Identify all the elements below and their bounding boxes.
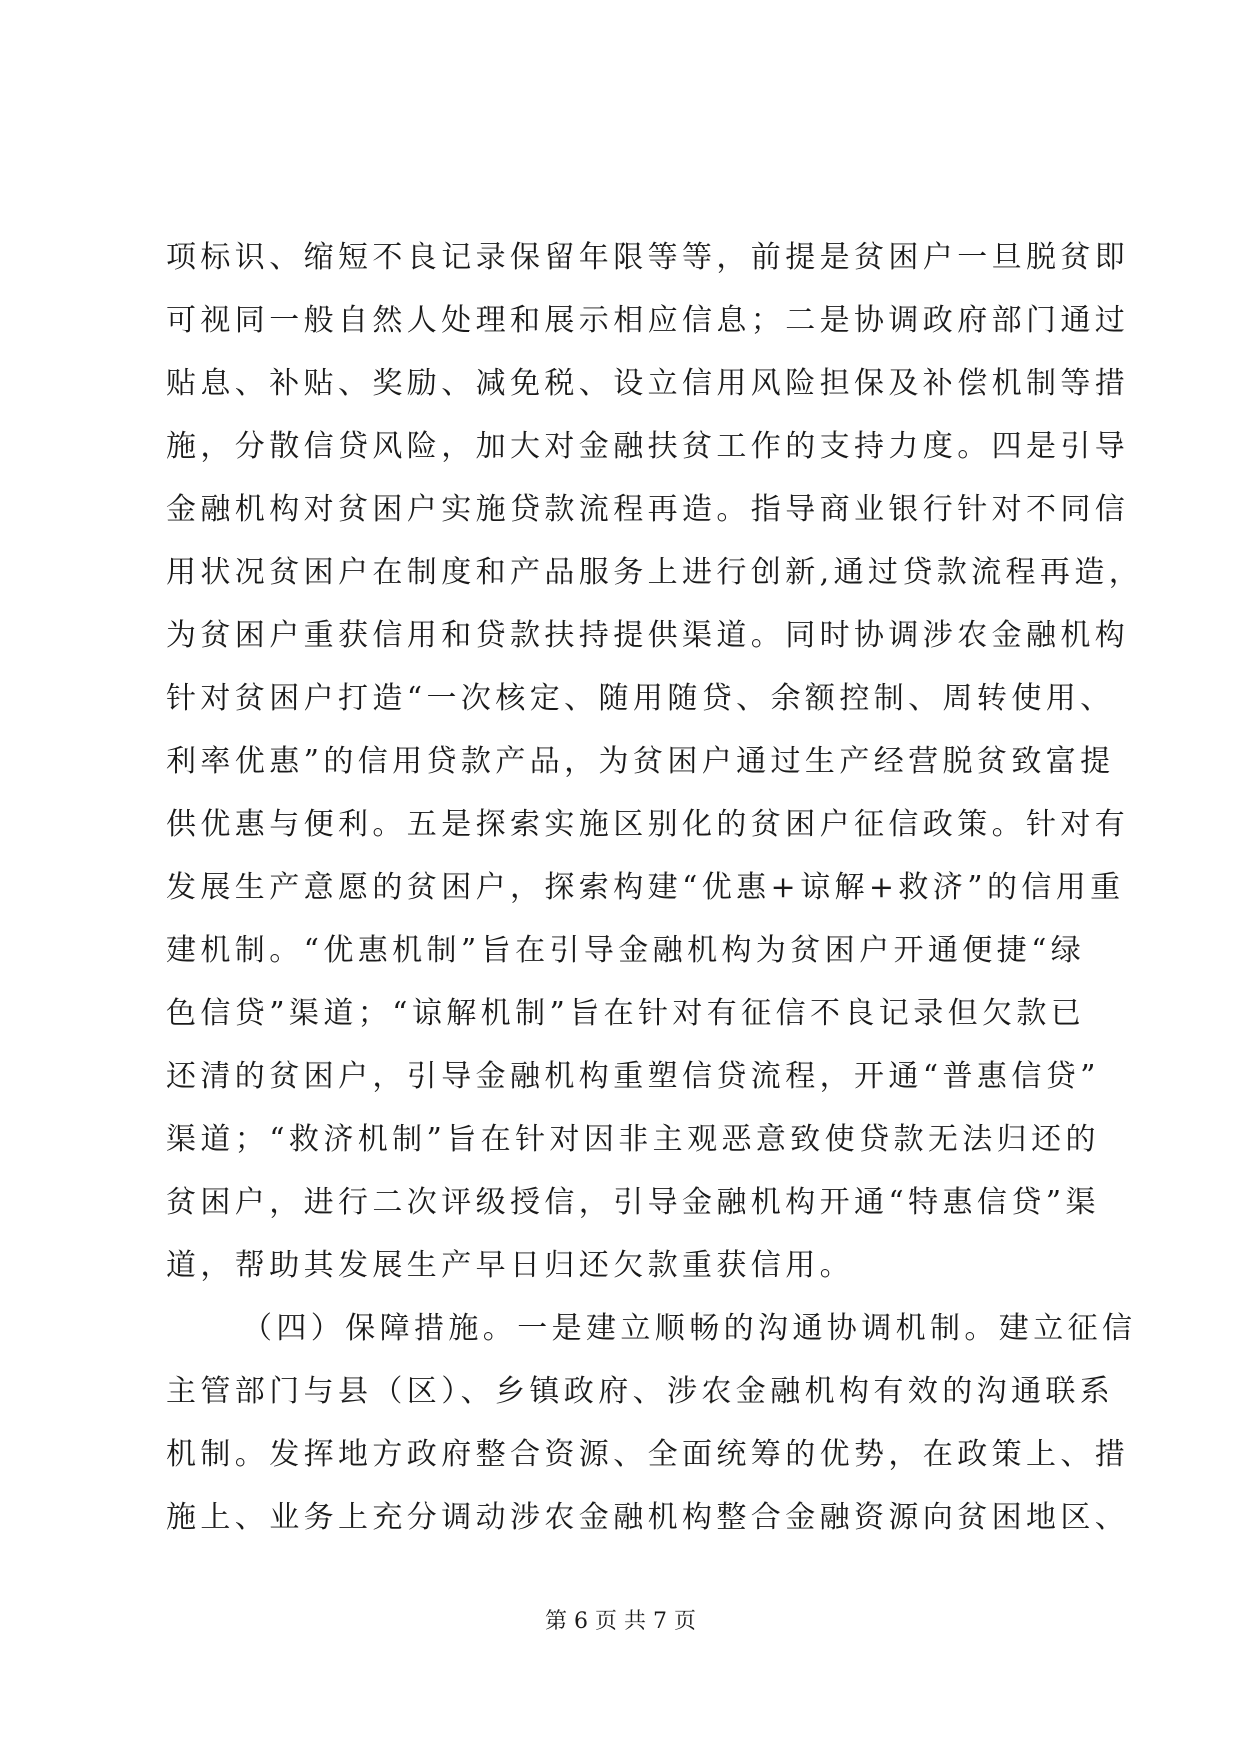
text-line: 贴息、补贴、奖励、减免税、设立信用风险担保及补偿机制等措 bbox=[166, 366, 1130, 401]
text-line: 可视同一般自然人处理和展示相应信息；二是协调政府部门通过 bbox=[166, 303, 1130, 338]
text-line: 用状况贫困户在制度和产品服务上进行创新,通过贷款流程再造， bbox=[166, 555, 1144, 590]
text-line: 金融机构对贫困户实施贷款流程再造。指导商业银行针对不同信 bbox=[166, 492, 1130, 527]
text-line: 项标识、缩短不良记录保留年限等等，前提是贫困户一旦脱贫即 bbox=[166, 240, 1130, 275]
text-line: 利率优惠”的信用贷款产品，为贫困户通过生产经营脱贫致富提 bbox=[166, 744, 1115, 779]
text-line: 针对贫困户打造“一次核定、随用随贷、余额控制、周转使用、 bbox=[166, 681, 1115, 716]
text-line: 施，分散信贷风险，加大对金融扶贫工作的支持力度。四是引导 bbox=[166, 429, 1130, 464]
text-line: 机制。发挥地方政府整合资源、全面统筹的优势，在政策上、措 bbox=[166, 1437, 1130, 1472]
text-line: 道，帮助其发展生产早日归还欠款重获信用。 bbox=[166, 1248, 854, 1283]
page-footer: 第 6 页 共 7 页 bbox=[545, 1609, 696, 1634]
body-text bbox=[166, 226, 1144, 1549]
text-line: 发展生产意愿的贫困户，探索构建“优惠+谅解+救济”的信用重 bbox=[166, 870, 1125, 905]
text-line: 色信贷”渠道；“谅解机制”旨在针对有征信不良记录但欠款已 bbox=[166, 996, 1086, 1031]
text-line: 建机制。“优惠机制”旨在引导金融机构为贫困户开通便捷“绿 bbox=[166, 933, 1086, 968]
text-line: 还清的贫困户，引导金融机构重塑信贷流程，开通“普惠信贷” bbox=[166, 1059, 1100, 1094]
text-line: 为贫困户重获信用和贷款扶持提供渠道。同时协调涉农金融机构 bbox=[166, 618, 1130, 653]
text-line: 渠道；“救济机制”旨在针对因非主观恶意致使贷款无法归还的 bbox=[166, 1122, 1100, 1157]
text-line: 供优惠与便利。五是探索实施区别化的贫困户征信政策。针对有 bbox=[166, 807, 1130, 842]
section-heading-line: （四）保障措施。一是建立顺畅的沟通协调机制。建立征信 bbox=[242, 1311, 1137, 1346]
text-line: 贫困户，进行二次评级授信，引导金融机构开通“特惠信贷”渠 bbox=[166, 1185, 1100, 1220]
text-line: 施上、业务上充分调动涉农金融机构整合金融资源向贫困地区、 bbox=[166, 1500, 1130, 1535]
text-line: 主管部门与县（区）、乡镇政府、涉农金融机构有效的沟通联系 bbox=[166, 1374, 1115, 1409]
